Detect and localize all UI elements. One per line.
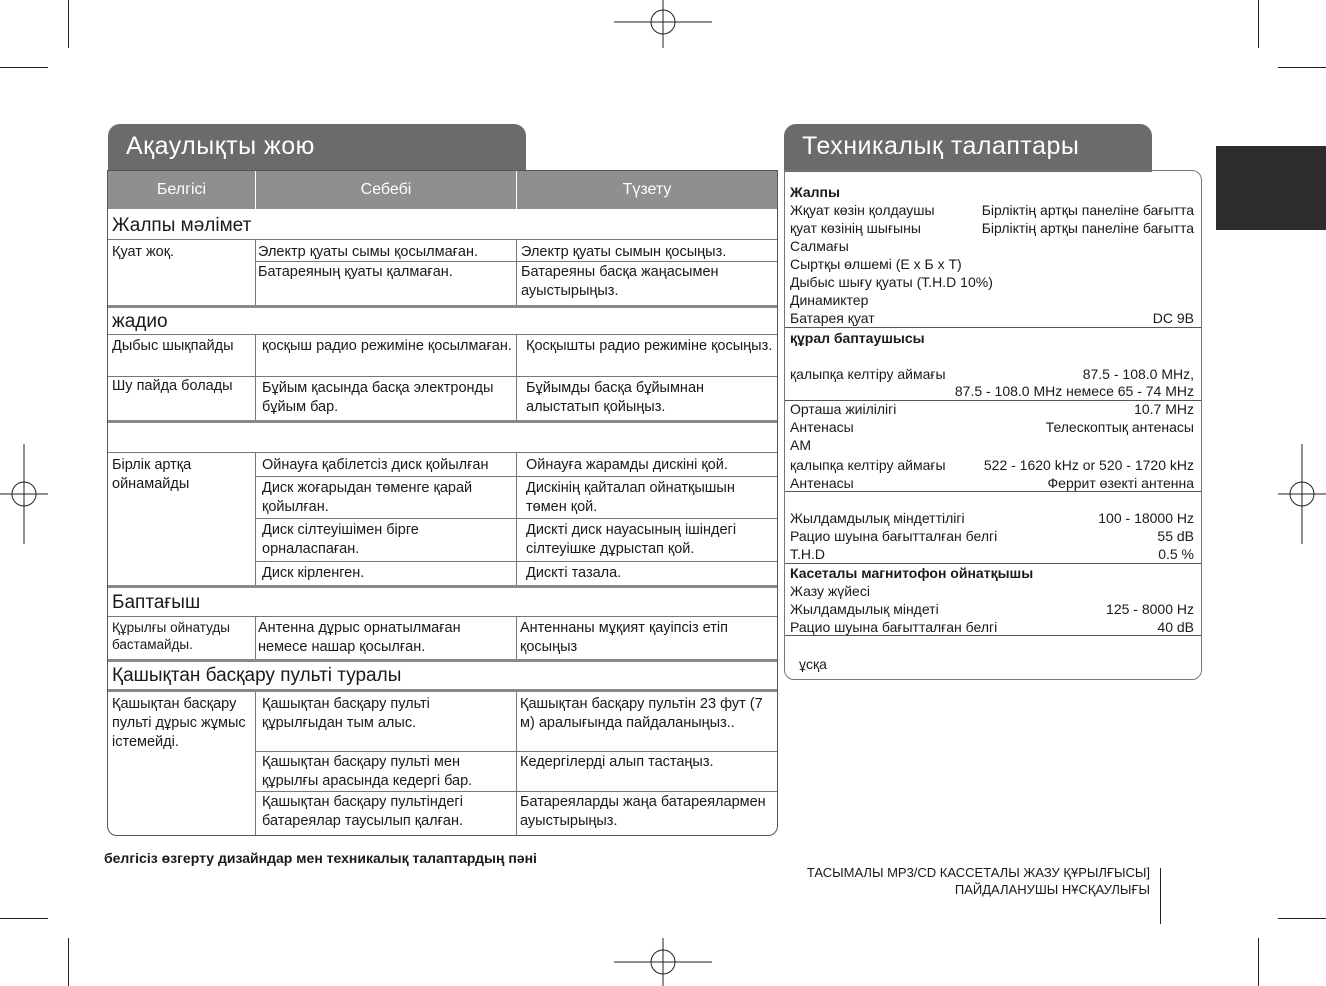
section-heading: Баптағыш <box>112 592 201 613</box>
cause-cell: Қашықтан басқару пульті мен құрылғы арасында кедергі бар. <box>262 754 473 789</box>
crop-mark <box>1278 67 1326 68</box>
divider <box>108 334 777 335</box>
spec-label: Жылдамдылық міндеттілігі <box>790 510 965 526</box>
crop-mark <box>68 0 69 48</box>
divider <box>255 692 256 835</box>
section-divider <box>108 305 777 308</box>
spec-row <box>790 527 1194 545</box>
spec-value: 522 - 1620 kHz or 520 - 1720 kHz <box>983 457 1194 473</box>
spec-row <box>790 418 1194 436</box>
spec-row <box>790 237 1194 255</box>
divider <box>255 616 256 659</box>
spec-label: қалыпқа келтіру аймағы <box>790 457 946 473</box>
divider <box>516 616 517 659</box>
fix-cell: Бұйымды басқа бұйымнан алыстатып қойыңыз. <box>526 380 705 415</box>
fix-cell: Батареяны басқа жаңасымен ауыстырыңыз. <box>521 264 719 299</box>
registration-mark-right <box>1278 444 1326 544</box>
fix-cell: Электр қуаты сымын қосыңыз. <box>521 244 727 260</box>
section-divider <box>108 689 777 692</box>
registration-mark-left <box>0 444 48 544</box>
spec-value: Бірліктің артқы панеліне бағытта <box>981 202 1194 218</box>
spec-label: Жазу жүйесі <box>790 583 870 599</box>
spec-value: 10.7 MHz <box>1134 401 1194 417</box>
specs-title-tab <box>784 124 1152 172</box>
divider <box>516 334 517 420</box>
spec-row <box>790 545 1194 563</box>
spec-value: 87.5 - 108.0 MHz, <box>1082 366 1194 382</box>
spec-row <box>790 618 1194 636</box>
symptom-cell: Құрылғы ойнатуды бастамайды. <box>112 620 231 652</box>
divider <box>108 616 777 617</box>
troubleshooting-title: Ақаулықты жою <box>126 132 315 160</box>
cause-cell: Бұйым қасында басқа электронды бұйым бар. <box>262 380 494 415</box>
footer-note: белгісіз өзгерту дизайндар мен техникалық талаптардың пәні <box>104 850 537 866</box>
fix-cell: Дискті диск науасының ішіндегі сілтеуішке дұрыстап қой. <box>526 522 737 557</box>
fix-cell: Дискті тазала. <box>526 565 622 581</box>
divider <box>516 692 517 835</box>
cause-cell: Қашықтан басқару пультіндегі батареялар таусылып қалған. <box>262 794 464 829</box>
spec-value: 100 - 18000 Hz <box>1098 510 1194 526</box>
spec-row <box>790 183 1194 201</box>
divider <box>516 239 517 305</box>
divider <box>785 635 1201 636</box>
manual-name: ПАЙДАЛАНУШЫ НҰСҚАУЛЫҒЫ <box>954 882 1150 897</box>
specs-panel <box>784 170 1202 680</box>
troubleshooting-table <box>107 170 778 836</box>
divider <box>785 491 1201 492</box>
spec-label: Сыртқы өлшемі (Е х Б х Т) <box>790 256 962 272</box>
spec-value: DC 9В <box>1152 310 1194 326</box>
cause-cell: Диск жоғарыдан төменге қарай қойылған. <box>262 480 473 515</box>
column-header-fix: Түзету <box>622 181 672 198</box>
column-header-cause: Себебі <box>360 181 412 198</box>
divider <box>108 452 777 453</box>
spec-row <box>790 564 1194 582</box>
registration-mark-top <box>614 0 712 48</box>
section-heading: Жалпы мәлімет <box>112 215 252 236</box>
chapter-tab <box>1216 146 1326 230</box>
spec-row <box>790 436 1194 454</box>
spec-value: Бірліктің артқы панеліне бағытта <box>981 220 1194 236</box>
divider <box>255 452 256 585</box>
fix-cell: Антеннаны мұқият қауіпсіз етіп қосыңыз <box>520 620 728 655</box>
spec-row <box>799 655 1203 673</box>
cause-cell: Антенна дұрыс орнатылмаған немесе нашар қосылған. <box>258 620 461 655</box>
spec-label: құрал баптаушысы <box>790 330 925 346</box>
spec-value: 125 - 8000 Hz <box>1106 601 1194 617</box>
spec-label: Рацио шуына бағытталған белгі <box>790 528 998 544</box>
crop-mark <box>1278 918 1326 919</box>
spec-label: Рацио шуына бағытталған белгі <box>790 619 998 635</box>
spec-value: Телескоптық антенасы <box>1045 419 1194 435</box>
spec-value: 40 dB <box>1157 619 1194 635</box>
spec-row <box>790 509 1194 527</box>
divider <box>255 239 256 305</box>
registration-mark-bottom <box>614 938 712 986</box>
product-name: ТАСЫМАЛЫ MP3/CD КАССЕТАЛЫ ЖАЗУ ҚҰРЫЛҒЫСЫ] <box>806 865 1150 880</box>
divider <box>516 452 517 585</box>
spec-row <box>790 382 1194 400</box>
section-divider <box>108 420 777 423</box>
spec-label: Каcеталы магнитофон ойнатқышы <box>790 565 1034 581</box>
section-heading: Қашықтан басқару пульті туралы <box>112 665 402 686</box>
spec-value: Феррит өзекті антенна <box>1047 475 1194 491</box>
spec-row <box>790 474 1194 492</box>
cause-cell: Диск кірленген. <box>262 565 365 581</box>
spec-label: Орташа жиілілігі <box>790 401 897 417</box>
spec-label: Дыбыс шығу қуаты (T.H.D 10%) <box>790 274 993 290</box>
section-divider <box>108 585 777 588</box>
crop-mark <box>1258 938 1259 986</box>
symptom-cell: Қашықтан басқару пульті дұрыс жұмыс істемейді. <box>112 696 246 750</box>
symptom-cell: Дыбыс шықпайды <box>112 338 234 354</box>
cause-cell: Қашықтан басқару пульті құрылғыдан тым алыс. <box>262 696 430 731</box>
spec-row <box>790 201 1194 219</box>
spec-label: Салмағы <box>790 238 849 254</box>
cause-cell: Батареяның қуаты қалмаған. <box>258 264 453 280</box>
spec-label: Жқуат көзін қолдаушы <box>790 202 935 218</box>
symptom-cell: Шу пайда болады <box>112 378 233 394</box>
spec-label: Батарея қуат <box>790 310 875 326</box>
spec-label: Антенасы <box>790 475 854 491</box>
spec-row <box>790 456 1194 474</box>
fix-cell: Ойнауға жарамды дискіні қой. <box>526 457 728 473</box>
spec-row <box>790 582 1194 600</box>
symptom-cell: Бірлік артқа ойнамайды <box>112 457 192 492</box>
fix-cell: Қосқышты радио режиміне қосыңыз. <box>526 338 773 354</box>
column-header-symptom: Белгісі <box>156 181 207 198</box>
spec-row <box>790 291 1194 309</box>
divider <box>785 327 1201 328</box>
cause-cell: Электр қуаты сымы қосылмаған. <box>258 244 479 260</box>
spec-label: қалыпқа келтіру аймағы <box>790 366 946 382</box>
crop-mark <box>68 938 69 986</box>
symptom-cell: Қуат жоқ. <box>112 244 175 260</box>
fix-cell: Қашықтан басқару пультін 23 фут (7 м) аралығында пайдаланыңыз.. <box>520 696 763 731</box>
spec-label: T.H.D <box>790 546 825 562</box>
spec-value: 55 dB <box>1157 528 1194 544</box>
spec-label: Жалпы <box>790 184 840 200</box>
troubleshooting-title-tab <box>108 124 526 172</box>
table-header <box>108 171 777 209</box>
spec-row <box>790 600 1194 618</box>
specs-title: Техникалық талаптары <box>802 132 1080 160</box>
spec-row <box>790 400 1194 418</box>
spec-label: Жылдамдылық міндеті <box>790 601 939 617</box>
cause-cell: Ойнауға қабілетсіз диск қойылған <box>262 457 489 473</box>
spec-label: Динамиктер <box>790 292 869 308</box>
crop-mark <box>0 918 48 919</box>
spec-label: ұсқа <box>799 656 827 672</box>
spec-value: 0.5 % <box>1158 546 1194 562</box>
divider <box>108 239 777 240</box>
spec-value: 87.5 - 108.0 MHz немесе 65 - 74 MHz <box>954 383 1194 399</box>
spec-label: қуат көзінің шығыны <box>790 220 921 236</box>
cause-cell: Диск сілтеуішімен бірге орналаспаған. <box>262 522 419 557</box>
crop-mark <box>1160 868 1161 924</box>
fix-cell: Батареяларды жаңа батареялармен ауыстырыңыз. <box>520 794 766 829</box>
fix-cell: Кедергілерді алып тастаңыз. <box>520 754 714 770</box>
fix-cell: Дискінің қайталап ойнатқышын төмен қой. <box>526 480 735 515</box>
spec-row <box>790 365 1194 383</box>
spec-row <box>790 273 1194 291</box>
cause-cell: қосқыш радио режиміне қосылмаған. <box>262 338 512 354</box>
spec-row <box>790 329 1194 347</box>
spec-row <box>790 255 1194 273</box>
crop-mark <box>1258 0 1259 48</box>
spec-row <box>790 309 1194 327</box>
spec-row <box>790 219 1194 237</box>
spec-label: AM <box>790 437 811 453</box>
crop-mark <box>0 67 48 68</box>
section-heading: жадио <box>112 311 168 332</box>
spec-label: Антенасы <box>790 419 854 435</box>
divider <box>255 334 256 420</box>
section-divider <box>108 659 777 662</box>
